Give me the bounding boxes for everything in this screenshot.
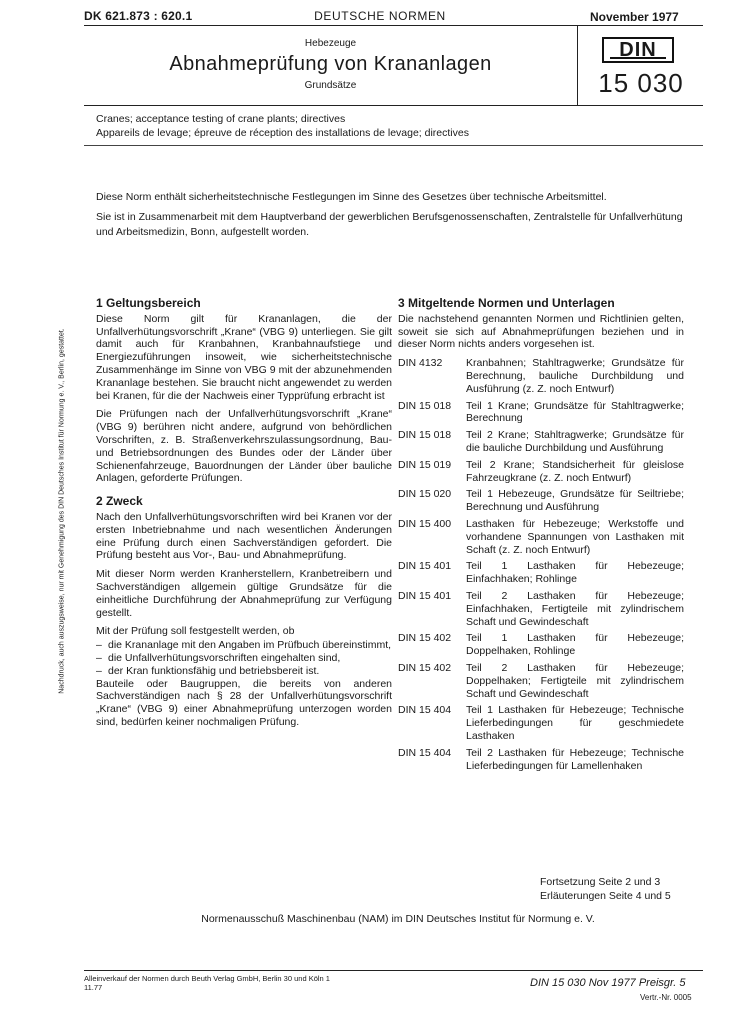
right-column — [398, 297, 684, 776]
din-logo: DIN — [602, 37, 674, 63]
footer-divider — [84, 970, 703, 971]
continuation-note — [540, 875, 671, 903]
continuation-line: Fortsetzung Seite 2 und 3 — [540, 876, 661, 888]
reference-entry — [398, 590, 684, 628]
list-item: – der Kran funktionsfähig und betriebsbereit ist. — [96, 665, 392, 678]
reference-entry — [398, 357, 684, 395]
reference-code: DIN 15 404 — [398, 746, 452, 759]
reference-text: Teil 1 Lasthaken für Hebezeuge; Einfachhaken; Rohlinge — [466, 560, 684, 586]
french-title: Appareils de levage; épreuve de réception des installations de levage; directives — [96, 127, 469, 139]
reference-code: DIN 15 401 — [398, 560, 452, 573]
paragraph: Die nachstehend genannten Normen und Richtlinien gelten, soweit sie sich auf Abnahmeprüfungen beziehen und in dieser Norm nichts anders vorgesehen ist. — [398, 312, 684, 351]
paragraph: Nach den Unfallverhütungsvorschriften wird bei Kranen vor der ersten Inbetriebnahme und nach wesentlichen Änderungen eine Prüfung durch einen Sachverständigen gefordert. Die Prüfung besteht aus Vor-, Bau- und Abnahmeprüfung. — [96, 510, 392, 562]
section-heading: 1 Geltungsbereich — [96, 296, 201, 310]
din-box — [579, 26, 703, 105]
issue-date: November 1977 — [590, 10, 679, 24]
footer-left — [84, 974, 330, 992]
intro-paragraph: Diese Norm enthält sicherheitstechnische Festlegungen im Sinne des Gesetzes über technische Arbeitsmittel. — [96, 191, 607, 203]
reference-entry — [398, 400, 684, 426]
reference-entry — [398, 429, 684, 455]
paragraph: Die Prüfungen nach der Unfallverhütungsvorschrift „Krane“ (VBG 9) berühren nicht andere, aufgrund von behördlichen Vorschriften, z. B. Straßenverkehrszulassungsordnung, Bau- und Betriebsordnungen des Bundes oder der Länder über Schienenfahrzeuge, Bauordnungen der Länder über bauliche Anlagen, geforderte Prüfungen. — [96, 408, 392, 485]
reference-text: Teil 1 Hebezeuge, Grundsätze für Seiltriebe; Berechnung und Ausführung — [466, 488, 684, 514]
reference-code: DIN 15 400 — [398, 517, 452, 530]
reprint-notice: Nachdruck, auch auszugsweise, nur mit Genehmigung des DIN Deutsches Institut für Normung e. V., Berlin, gestattet. — [58, 328, 66, 694]
reference-text: Teil 1 Lasthaken für Hebezeuge; Technische Lieferbedingungen für geschmiedete Lasthaken — [466, 704, 684, 742]
check-list — [96, 639, 392, 677]
din-number: 15 030 — [598, 68, 684, 98]
intro-text — [96, 190, 700, 245]
reference-text: Teil 1 Lasthaken für Hebezeuge; Doppelhaken, Rohlinge — [466, 632, 684, 658]
title-block — [84, 25, 703, 106]
continuation-line: Erläuterungen Seite 4 und 5 — [540, 890, 671, 902]
category: Hebezeuge — [304, 38, 357, 49]
divider — [84, 145, 703, 146]
section-heading: 2 Zweck — [96, 494, 143, 509]
classification-code: DK 621.873 : 620.1 — [84, 9, 193, 23]
reference-entry — [398, 662, 684, 700]
document-subtitle: Grundsätze — [304, 80, 357, 91]
list-item: – die Krananlage mit den Angaben im Prüfbuch übereinstimmt, — [96, 639, 392, 652]
distribution-note: Alleinverkauf der Normen durch Beuth Verlag GmbH, Berlin 30 und Köln 1 — [84, 974, 330, 983]
title-divider — [577, 26, 578, 105]
reference-text: Teil 2 Lasthaken für Hebezeuge; Technische Lieferbedingungen für Lamellenhaken — [466, 746, 684, 772]
footer-vertr: Vertr.-Nr. 0005 — [640, 993, 692, 1002]
reference-entry — [398, 488, 684, 514]
reference-text: Teil 2 Lasthaken für Hebezeuge; Einfachhaken, Fertigteile mit zylindrischem Schaft und Gewindeschaft — [466, 589, 684, 628]
left-column — [96, 297, 392, 735]
reference-entry — [398, 747, 684, 773]
english-title: Cranes; acceptance testing of crane plants; directives — [96, 113, 346, 125]
reference-code: DIN 15 402 — [398, 661, 452, 674]
reference-text: Lasthaken für Hebezeuge; Werkstoffe und vorhandene Spannungen von Lasthaken mit Schaft (z. Z. noch Entwurf) — [466, 517, 684, 556]
list-item: – die Unfallverhütungsvorschriften eingehalten sind, — [96, 652, 392, 665]
reference-entry — [398, 459, 684, 485]
intro-paragraph: Sie ist in Zusammenarbeit mit dem Hauptverband der gewerblichen Berufsgenossenschaften, Zentralstelle für Unfallverhütung und Arbeitsmedizin, Bonn, aufgestellt worden. — [96, 211, 683, 238]
section-heading: 3 Mitgeltende Normen und Unterlagen — [398, 296, 615, 310]
reference-code: DIN 15 019 — [398, 458, 452, 471]
paragraph: Mit der Prüfung soll festgestellt werden, ob — [96, 625, 295, 638]
series-name: DEUTSCHE NORMEN — [314, 9, 446, 23]
reference-code: DIN 15 404 — [398, 704, 452, 717]
reference-entry — [398, 560, 684, 586]
side-note — [55, 290, 69, 732]
reference-code: DIN 15 018 — [398, 399, 452, 412]
paragraph: Bauteile oder Baugruppen, die bereits von anderen Sachverständigen nach § 28 der Unfallverhütungsvorschrift „Krane“ (VBG 9) einer Abnahmeprüfung unterzogen worden sind, bedürfen keiner nochmaligen Prüfung. — [96, 677, 392, 728]
footer-reference: DIN 15 030 Nov 1977 Preisgr. 5 — [530, 977, 686, 989]
reference-code: DIN 4132 — [398, 357, 443, 370]
reference-text: Teil 2 Krane; Stahltragwerke; Grundsätze für die bauliche Durchbildung und Ausführung — [466, 429, 684, 454]
reference-code: DIN 15 401 — [398, 589, 452, 602]
reference-entry — [398, 632, 684, 658]
reference-code: DIN 15 402 — [398, 632, 452, 645]
reference-text: Teil 1 Krane; Grundsätze für Stahltragwerke; Berechnung — [466, 399, 684, 425]
reference-text: Kranbahnen; Stahltragwerke; Grundsätze für Berechnung, bauliche Durchbildung und Ausführung (z. Z. noch Entwurf) — [466, 357, 684, 395]
document-title: Abnahmeprüfung von Krananlagen — [169, 53, 492, 75]
publisher-line: Normenausschuß Maschinenbau (NAM) im DIN Deutsches Institut für Normung e. V. — [201, 913, 595, 925]
reference-text: Teil 2 Lasthaken für Hebezeuge; Doppelhaken; Fertigteile mit zylindrischem Schaft und Gewindeschaft — [466, 661, 684, 700]
reference-code: DIN 15 018 — [398, 429, 452, 442]
footer-code: 11.77 — [84, 983, 103, 992]
paragraph: Mit dieser Norm werden Kranherstellern, Kranbetreibern und Sachverständigen allgemein gültige Grundsätze für die einheitliche Durchführung der Abnahmeprüfung zur Verfügung gestellt. — [96, 568, 392, 619]
reference-text: Teil 2 Krane; Standsicherheit für gleislose Fahrzeugkrane (z. Z. noch Entwurf) — [466, 458, 684, 484]
reference-entry — [398, 704, 684, 742]
reference-entry — [398, 518, 684, 556]
title-area — [84, 26, 577, 105]
paragraph: Diese Norm gilt für Krananlagen, die der Unfallverhütungsvorschrift „Krane“ (VBG 9) unterliegen. Sie gilt damit auch für Kranbahnen, Kranbahnaufstiege und Energiezuführungen insoweit, wie sicherheitstechnische Zusammenhänge im Sinne von VBG 9 mit der abzunehmenden Krananlage bestehen. Sie braucht nicht angewendet zu werden bei Kranen, für die der Nachweis einer Typprüfung erbracht ist — [96, 312, 392, 402]
reference-code: DIN 15 020 — [398, 488, 452, 501]
